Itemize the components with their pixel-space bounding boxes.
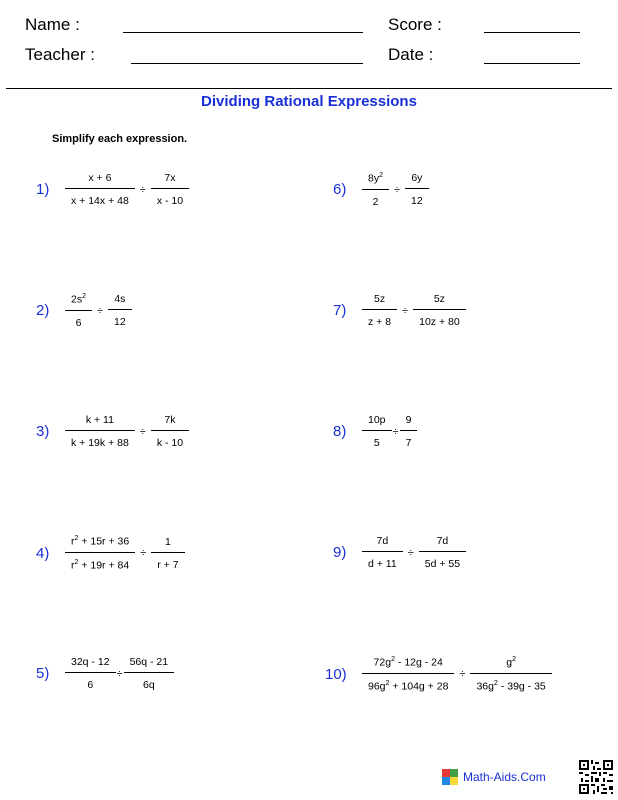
math-aids-logo-icon (442, 769, 458, 785)
fraction-left (68, 535, 132, 571)
divide-operator: ÷ (459, 668, 466, 680)
problem-3 (36, 414, 186, 449)
fraction-left (365, 414, 389, 449)
teacher-field[interactable] (131, 63, 363, 64)
fraction-right (422, 535, 463, 570)
problem-number: 7) (333, 302, 347, 319)
numerator: 7d (419, 535, 466, 552)
denominator (365, 674, 451, 693)
term: 96g (368, 680, 386, 692)
problem-number: 4) (36, 544, 50, 562)
denominator: x - 10 (156, 195, 184, 207)
term: 36g (476, 680, 494, 692)
term: - 39g - 35 (497, 680, 546, 692)
denominator: 5d + 55 (424, 558, 461, 570)
fraction-left (68, 656, 113, 691)
fraction-right (403, 414, 415, 449)
numerator (65, 293, 92, 311)
numerator (470, 656, 551, 674)
denominator (68, 553, 132, 572)
fraction-right (111, 293, 129, 328)
problem-number: 9) (333, 544, 347, 561)
numerator-base: 2s (71, 293, 83, 306)
fraction-left (365, 172, 386, 208)
fraction-left (365, 656, 451, 692)
denominator: k - 10 (156, 437, 184, 449)
numerator (65, 535, 135, 553)
problem-4 (36, 535, 182, 571)
instructions: Simplify each expression. (52, 133, 188, 145)
divide-operator: ÷ (392, 425, 399, 438)
numerator: 10p (362, 414, 392, 431)
header-divider (6, 88, 612, 89)
denominator: 2 (372, 195, 379, 208)
numerator (362, 172, 389, 190)
numerator: 32q - 12 (65, 656, 116, 673)
fraction-right (154, 414, 186, 449)
numerator: 5z (362, 293, 397, 310)
numerator: 6y (405, 172, 429, 189)
fraction-right (473, 656, 548, 692)
term: r (71, 535, 75, 548)
divide-operator: ÷ (402, 304, 409, 317)
problem-number: 8) (333, 423, 347, 440)
numerator: 1 (151, 536, 184, 553)
term: g (506, 656, 513, 669)
problem-10 (325, 656, 549, 692)
fraction-left (365, 293, 394, 328)
denominator: k + 19k + 88 (71, 437, 129, 449)
divide-operator: ÷ (139, 425, 146, 438)
problem-number: 10) (325, 665, 347, 683)
exponent: 2 (385, 679, 390, 687)
teacher-label: Teacher : (25, 45, 95, 64)
exponent: 2 (74, 535, 79, 542)
fraction-left (365, 535, 400, 570)
denominator: d + 11 (368, 558, 397, 570)
fraction-left (68, 172, 132, 207)
problem-5 (36, 656, 171, 691)
term: + 104g + 28 (389, 680, 449, 692)
numerator: 7k (151, 414, 189, 431)
fraction-right (408, 172, 426, 207)
fraction-right (154, 536, 181, 571)
qr-code-icon (579, 760, 613, 794)
term: - 12g - 24 (394, 656, 443, 669)
numerator: 7x (151, 172, 189, 189)
logo-tile (450, 777, 458, 785)
denominator: 12 (114, 316, 126, 329)
term: + 15r + 36 (78, 535, 130, 548)
denominator: 12 (411, 195, 423, 208)
numerator: 5z (413, 293, 466, 310)
problem-1 (36, 172, 186, 207)
numerator: x + 6 (65, 172, 135, 189)
divide-operator: ÷ (97, 304, 104, 317)
score-field[interactable] (484, 32, 580, 33)
problem-8 (333, 414, 414, 449)
numerator: 7d (362, 535, 403, 552)
denominator: 6 (75, 316, 82, 329)
date-field[interactable] (484, 63, 580, 64)
fraction-right (416, 293, 463, 328)
divide-operator: ÷ (140, 547, 147, 559)
exponent: 2 (494, 679, 498, 687)
denominator: x + 14x + 48 (71, 195, 129, 207)
divide-operator: ÷ (407, 546, 414, 559)
problem-number: 5) (36, 665, 50, 682)
denominator (473, 674, 548, 693)
problem-6 (333, 172, 426, 208)
logo-tile (442, 777, 450, 785)
fraction-left (68, 414, 132, 449)
name-field[interactable] (123, 32, 363, 33)
numerator-base: 8y (368, 172, 380, 185)
footer-brand[interactable] (442, 769, 546, 785)
divide-operator: ÷ (139, 183, 146, 196)
numerator (362, 656, 454, 674)
numerator: 9 (400, 414, 418, 431)
problem-number: 1) (36, 181, 50, 198)
exponent: 2 (512, 656, 516, 663)
problem-number: 3) (36, 423, 50, 440)
problem-number: 6) (333, 181, 347, 199)
score-label: Score : (388, 15, 442, 34)
logo-tile (442, 769, 450, 777)
denominator: 7 (405, 437, 412, 449)
fraction-right (154, 172, 186, 207)
problem-number: 2) (36, 302, 50, 320)
logo-tile (450, 769, 458, 777)
term: + 19r + 84 (78, 559, 130, 571)
fraction-left (68, 293, 89, 329)
worksheet-title: Dividing Rational Expressions (201, 93, 417, 110)
fraction-right (127, 656, 172, 691)
denominator: 10z + 80 (419, 316, 460, 328)
problem-7 (333, 293, 463, 328)
term: r (71, 559, 75, 571)
exponent: 2 (74, 558, 79, 566)
numerator: k + 11 (65, 414, 135, 431)
denominator: 6q (143, 679, 155, 691)
exponent: 2 (391, 656, 395, 663)
divide-operator: ÷ (116, 667, 123, 680)
brand-text[interactable]: Math-Aids.Com (463, 770, 546, 784)
date-label: Date : (388, 45, 434, 64)
divide-operator: ÷ (394, 183, 401, 196)
exponent: 2 (82, 293, 86, 300)
numerator: 4s (108, 293, 132, 310)
exponent: 2 (379, 172, 383, 179)
denominator: r + 7 (157, 558, 179, 571)
numerator: 56q - 21 (124, 656, 175, 673)
name-label: Name : (25, 15, 80, 34)
problem-9 (333, 535, 463, 570)
term: 72g (373, 656, 392, 669)
denominator: 5 (373, 437, 380, 449)
problem-2 (36, 293, 129, 329)
denominator: z + 8 (368, 316, 392, 328)
denominator: 6 (87, 679, 94, 691)
